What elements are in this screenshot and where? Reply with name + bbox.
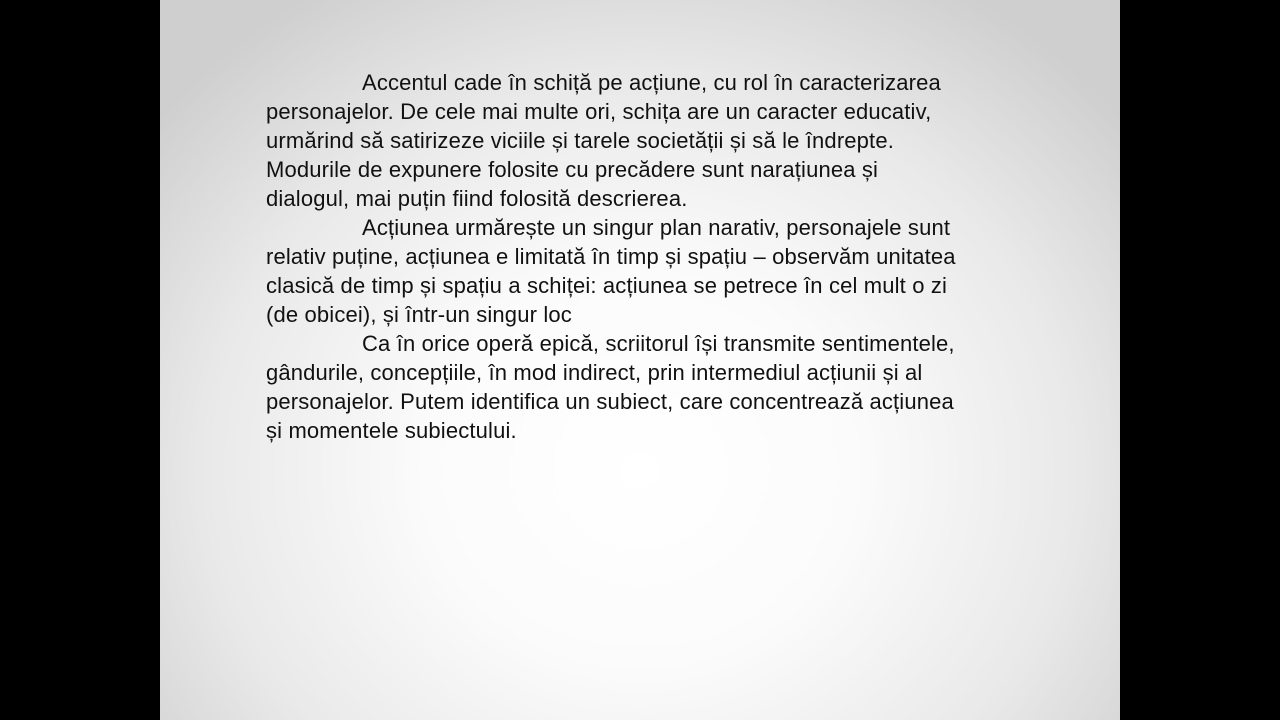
paragraph-actiune-plan: Acțiunea urmărește un singur plan narativ, personajele sunt relativ puține, acțiunea e limitată în timp și spațiu – observăm unitatea clasică de timp și spațiu a schiței: acțiunea se petrece în cel mult o zi (de obicei), și într-un singur loc (266, 215, 956, 327)
slide-text-body (266, 68, 966, 445)
paragraph-opera-epica: Ca în orice operă epică, scriitorul își transmite sentimentele, gândurile, concepțiile, în mod indirect, prin intermediul acțiunii și al personajelor. Putem identifica un subiect, care concentrează acțiunea și momentele subiectului. (266, 331, 955, 443)
paragraph-schita-accent: Accentul cade în schiță pe acțiune, cu rol în caracterizarea personajelor. De cele mai multe ori, schița are un caracter educativ, urmărind să satirizeze viciile și tarele societății și să le îndrepte. Modurile de expunere folosite cu precădere sunt narațiunea și dialogul, mai puțin fiind folosită descrierea. (266, 70, 941, 211)
letterbox-left (0, 0, 160, 720)
presentation-slide (160, 0, 1120, 720)
letterbox-right (1120, 0, 1280, 720)
